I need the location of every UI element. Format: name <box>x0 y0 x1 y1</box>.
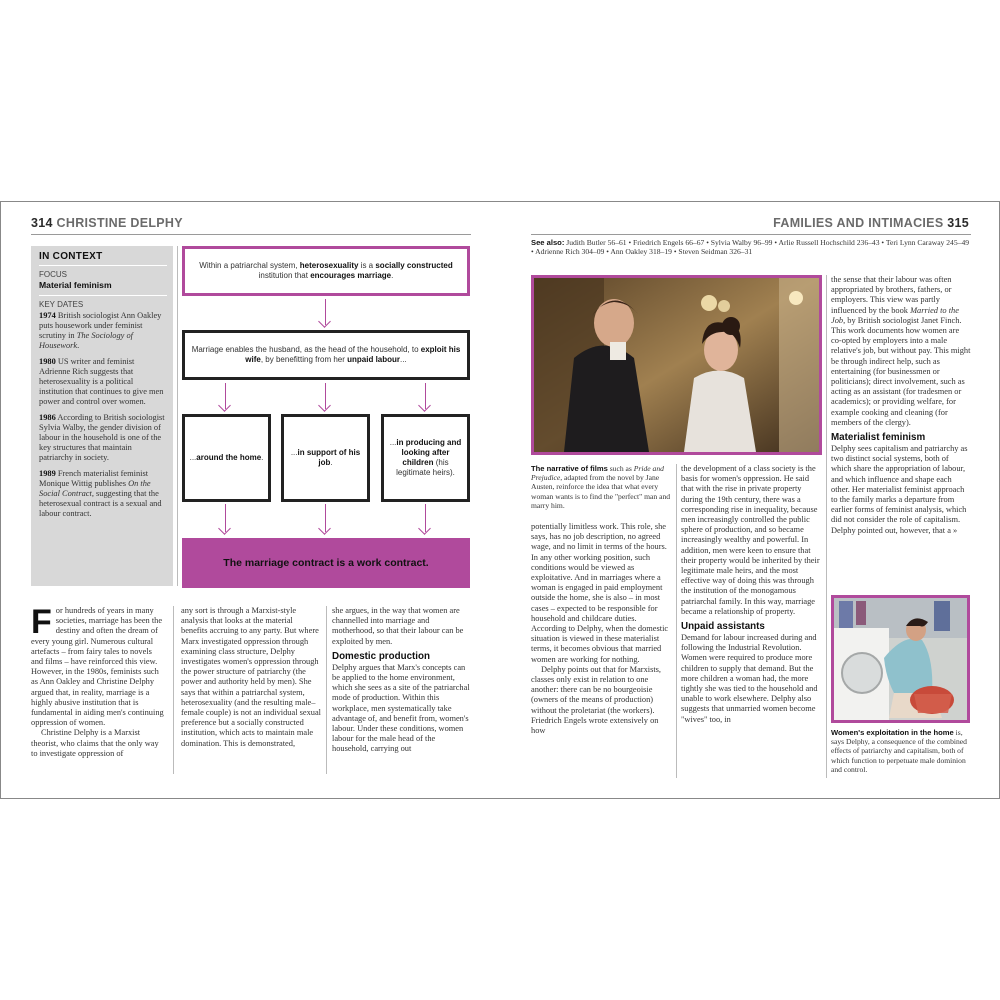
section-heading-materialist-feminism: Materialist feminism <box>831 432 926 444</box>
right-body-column-2: the development of a class society is the basis for women's oppression. He said that with the rise in private property during the 19th century, there was a corresponding rise in inequality, because men increasingly controlled the public sphere of production, and so became increasingly wealthy and powerful. In addition, men were keen to ensure that their property would be inherited by their legitimate male heirs, and the most effective way of doing this was through the institution of the monogamous patriarchal family. In this way, marriage became a relationship of property. Unpaid assistants Demand for labour increased during and following the Industrial Revolution. Women were required to produce more children to supply that demand. But the more children a woman had, the more tightly she was tied to the household and unable to work elsewhere. Delphy also suggests that unmarried women become "wives" too, in <box>681 464 820 724</box>
flowchart-conclusion: The marriage contract is a work contract. <box>182 538 470 588</box>
left-header-rule <box>31 234 471 235</box>
laundry-photo-image <box>831 595 970 723</box>
left-page-number: 314 <box>31 216 53 230</box>
left-chapter-title: CHRISTINE DELPHY <box>56 216 183 230</box>
key-date-item: 1980 US writer and feminist Adrienne Rich suggests that heterosexuality is a political institution that continues to give men power and control over women. <box>39 356 164 407</box>
column-divider <box>173 606 174 774</box>
column-divider <box>676 464 677 778</box>
right-header-rule <box>531 234 971 235</box>
section-heading-unpaid-assistants: Unpaid assistants <box>681 621 765 633</box>
flowchart-box-marriage: Marriage enables the husband, as the head of the household, to exploit his wife, by benefitting from her unpaid labour... <box>182 330 470 380</box>
arrow-down-icon <box>325 383 326 409</box>
arrow-down-icon <box>325 504 326 532</box>
left-body-column-3: she argues, in the way that women are channelled into marriage and motherhood, so that their labour can be exploited by men. Domestic production Delphy argues that Marx's concepts can be applied to the home environment, which she sees as a site of the patriarchal mode of production. Within this workplace, men systematically take advantage of, and benefit from, women's labour. Under these conditions, women labour for the male head of the household, carrying out <box>332 606 472 755</box>
left-running-head <box>31 216 183 230</box>
see-also-line: See also: Judith Butler 56–61 • Friedrich Engels 66–67 • Sylvia Walby 96–99 • Arlie Russell Hochschild 236–43 • Teri Lynn Caraway 245–49 • Adrienne Rich 304–09 • Ann Oakley 318–19 • Steven Seidman 326–31 <box>531 238 970 257</box>
arrow-down-icon <box>325 299 326 325</box>
laundry-illustration <box>834 598 967 720</box>
in-context-heading: IN CONTEXT <box>39 252 167 266</box>
book-spread <box>0 201 1000 799</box>
right-page-number: 315 <box>947 216 969 230</box>
arrow-down-icon <box>225 383 226 409</box>
flowchart-box-heterosexuality: Within a patriarchal system, heterosexuality is a socially constructed institution that encourages marriage. <box>182 246 470 296</box>
right-body-column-1: potentially limitless work. This role, she says, has no job description, no agreed wage, and no limit in terms of the hours. In any other working position, such conditions would be viewed as exploitative. And in marriages where a woman is engaged in paid employment outside the home, she is also – in most cases – expected to be responsible for household and childcare duties. According to Delphy, when the domestic situation is viewed in these materialist terms, it becomes obvious that married women are working for nothing. Delphy points out that for Marxists, classes only exist in relation to one another: there can be no bourgeoisie (owners of the means of production) without the proletariat (the workers). Friedrich Engels wrote extensively on how <box>531 522 669 736</box>
film-still-illustration <box>534 278 819 452</box>
drop-cap: F <box>31 603 52 641</box>
key-date-item: 1986 According to British sociologist Sylvia Walby, the gender division of labour in the household is one of the key structures that maintain patriarchy in society. <box>39 412 165 463</box>
flowchart-box-job: ...in support of his job. <box>281 414 370 502</box>
focus-label: FOCUS <box>39 270 67 280</box>
laundry-photo-caption: Women's exploitation in the home is, says Delphy, a consequence of the combined effects of patriarchy and capitalism, both of which function to perpetuate male dominion and control. <box>831 728 967 774</box>
right-running-head <box>773 216 969 230</box>
key-dates-label: KEY DATES <box>39 299 84 309</box>
column-divider <box>826 275 827 778</box>
key-date-item: 1989 French materialist feminist Monique Wittig publishes On the Social Contract, suggesting that the heterosexual contract is a sexual and labour contract. <box>39 468 162 519</box>
right-section-title: FAMILIES AND INTIMACIES <box>773 216 944 230</box>
section-heading-domestic-production: Domestic production <box>332 650 430 662</box>
arrow-down-icon <box>225 504 226 532</box>
flowchart-box-children: ...in producing and looking after children (his legitimate heirs). <box>381 414 470 502</box>
key-date-item: 1974 British sociologist Ann Oakley puts housework under feminist scrutiny in The Sociology of Housework. <box>39 310 162 351</box>
film-still-caption: The narrative of films such as Pride and Prejudice, adapted from the novel by Jane Austen, reinforce the idea that what every woman wants is to find the "perfect" man and marry him. <box>531 464 671 510</box>
column-divider <box>326 606 327 774</box>
arrow-down-icon <box>425 383 426 409</box>
film-still-image <box>531 275 822 455</box>
right-body-column-3: the sense that their labour was often appropriated by brothers, fathers, or employers. This view was partly influenced by the book Married to the Job, by British sociologist Janet Finch. This work documents how women are co-opted by employers into a male relative's job, but without pay. This might be through indirect help, such as entertaining (for businessmen or politicians); direct involvement, such as acting as an assistant (for tradesmen or academics); or providing welfare, for example cooking and cleaning (for members of the clergy). Materialist feminism Delphy sees capitalism and patriarchy as two distinct social systems, both of which share the appropriation of labour, and which influence and shape each other. Her materialist feminist approach to the family marks a departure from earlier forms of feminist analysis, which did not consider the role of capitalism. Delphy pointed out, however, that a » <box>831 275 971 535</box>
context-divider <box>177 246 178 586</box>
in-context-box <box>31 246 173 586</box>
left-body-column-2: any sort is through a Marxist-style analysis that looks at the material benefits accruing to any party. But where Marx investigated oppression through examining class structure, Delphy investigates women's oppression through the power structure of patriarchy (the power and authority held by men). She says that within a patriarchal system, heterosexuality (and the resulting male–female couple) is not an individual sexual preference but a socially constructed institution, which acts to maintain male domination. This is demonstrated, <box>181 606 322 748</box>
focus-value: Material feminism <box>39 280 167 295</box>
flowchart-box-home: ...around the home. <box>182 414 271 502</box>
left-body-column-1: For hundreds of years in many societies, marriage has been the destiny and often the dream of every young girl. Numerous cultural artefacts – from fairy tales to novels and films – have reinforced this view. However, in the 1980s, feminists such as Ann Oakley and Christine Delphy argued that, in reality, marriage is a highly abusive institution that is fundamental in aiding men's continuing oppression of women. Christine Delphy is a Marxist theorist, who claims that the only way to investigate oppression of <box>31 603 164 758</box>
arrow-down-icon <box>425 504 426 532</box>
